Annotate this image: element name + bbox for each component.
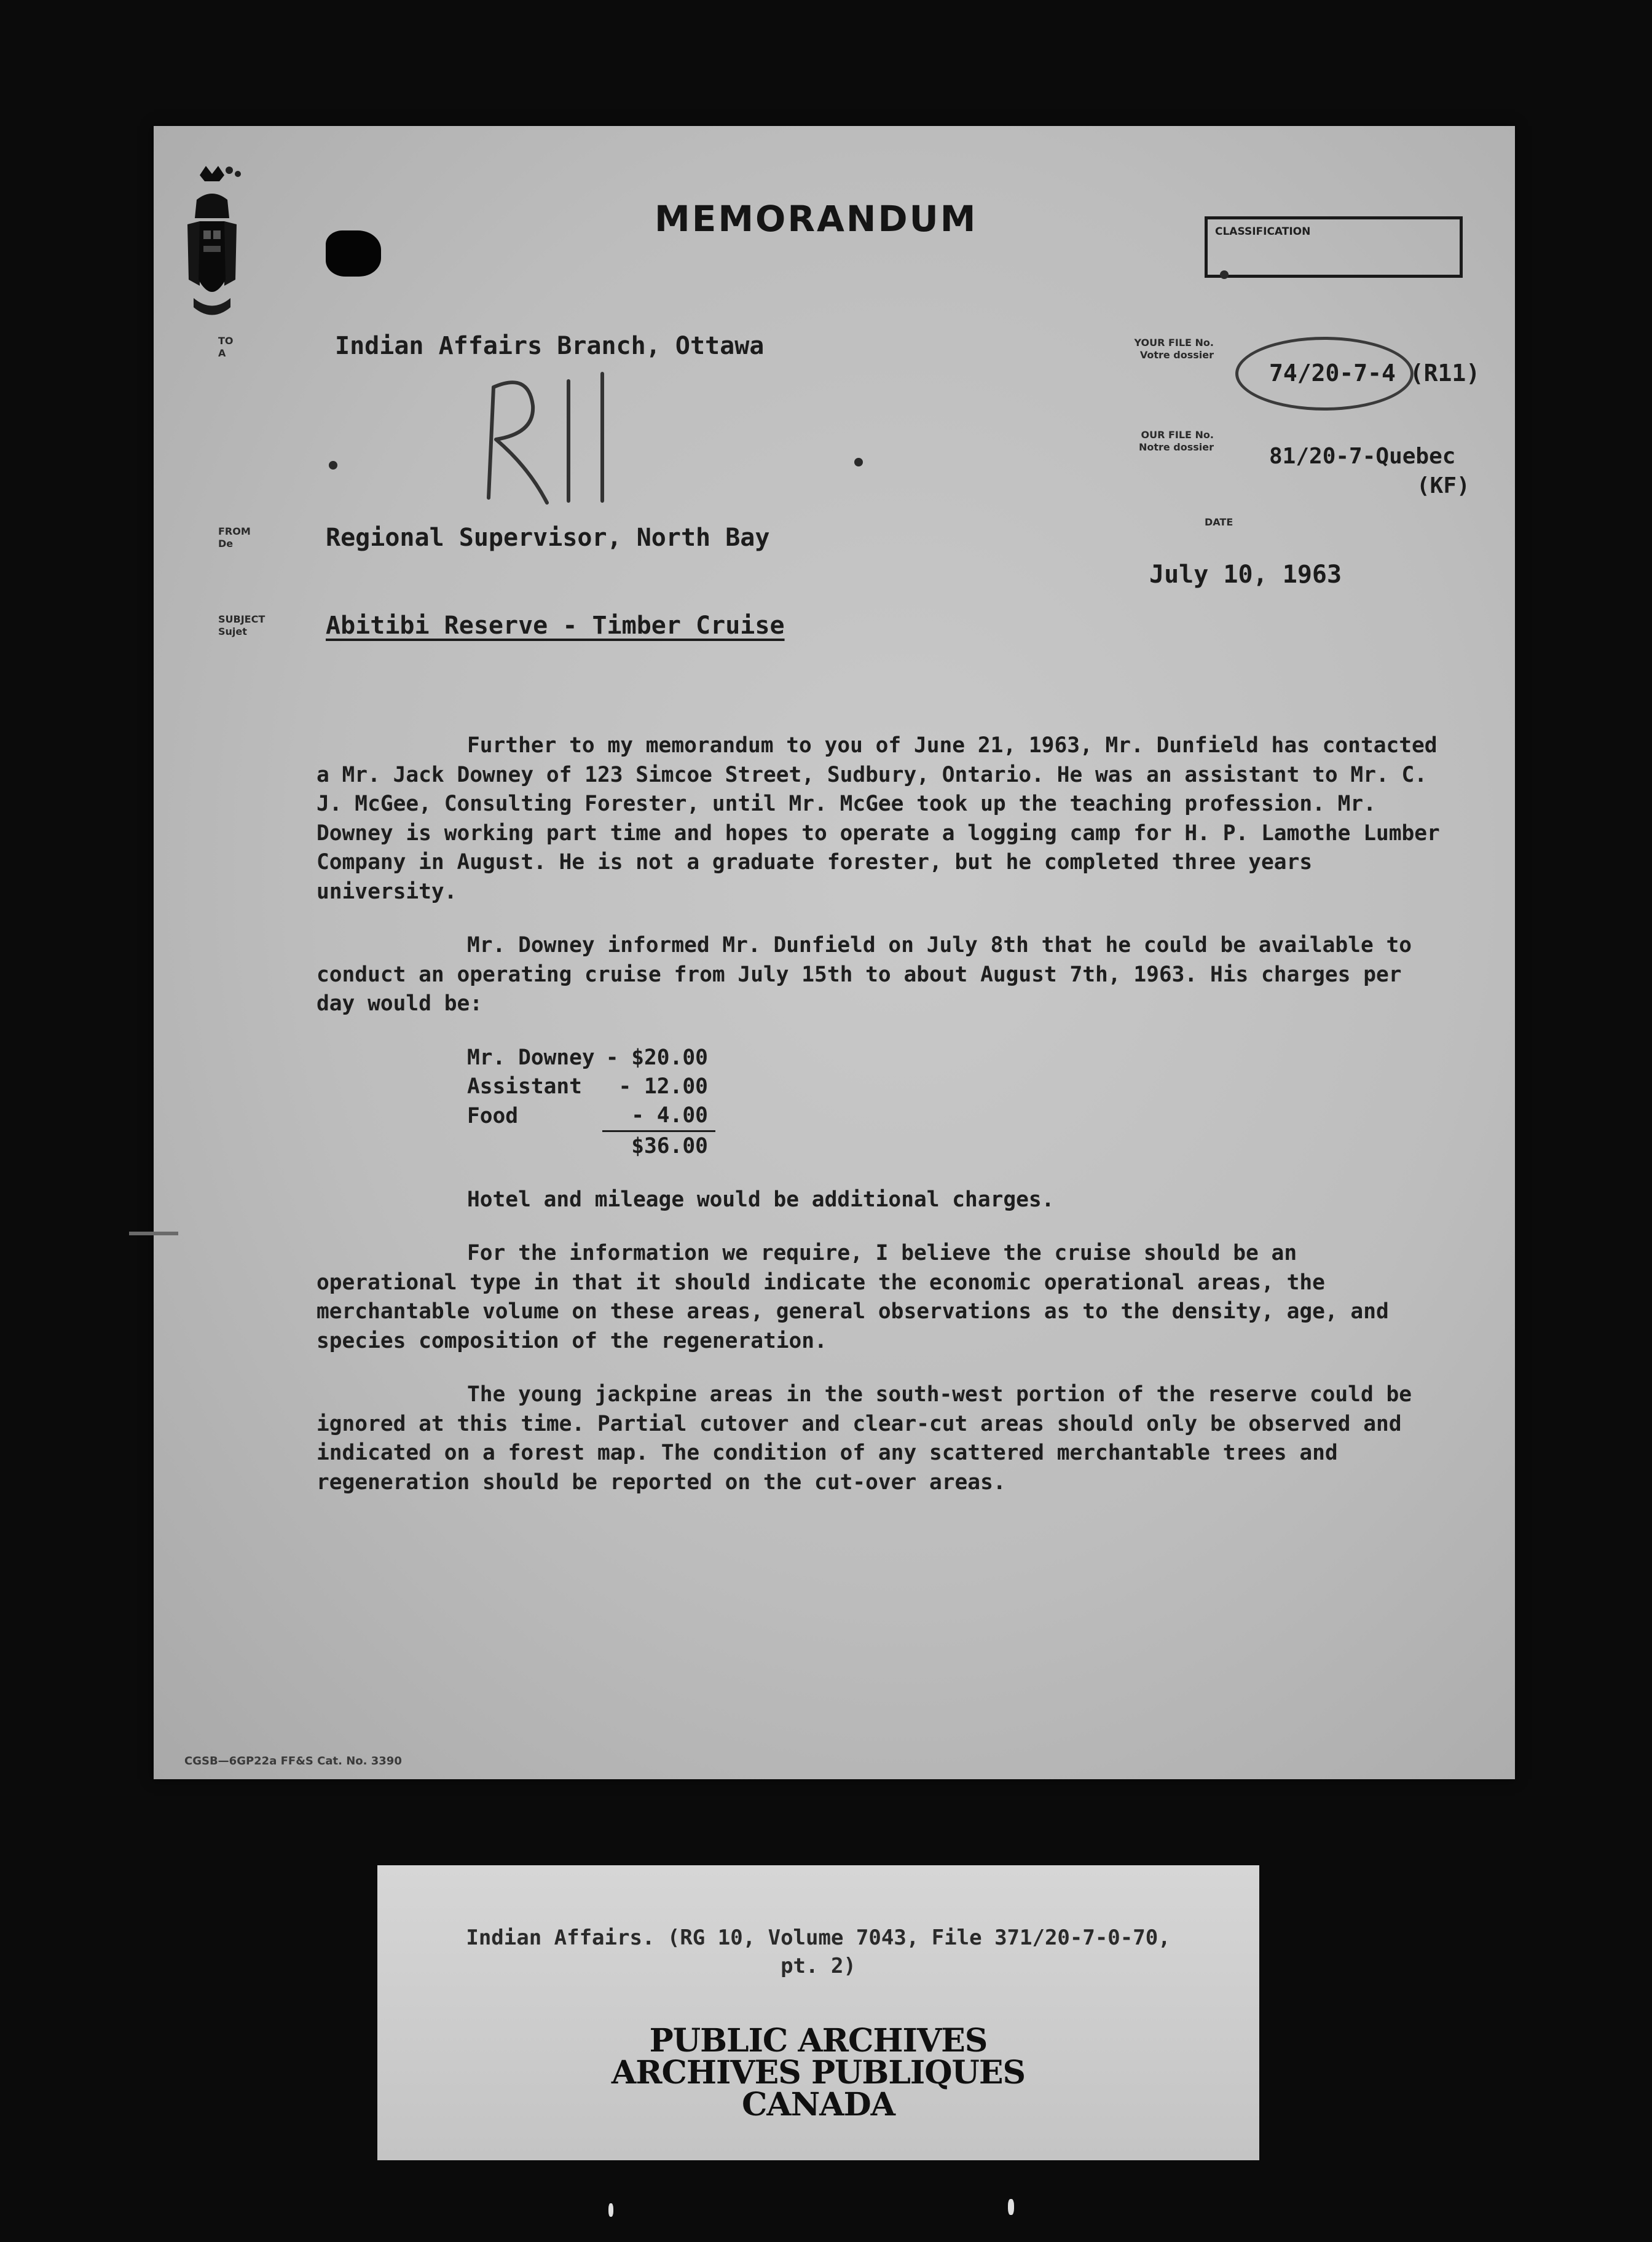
charge-total-row [467,1131,715,1161]
form-code: CGSB—6GP22a FF&S Cat. No. 3390 [184,1755,402,1768]
stamp-line-2: ARCHIVES PUBLIQUES [611,2054,1026,2091]
charge-row [467,1101,715,1131]
memo-title: MEMORANDUM [655,198,978,240]
charge-amount: - $20.00 [605,1045,708,1070]
punch-dot [854,458,863,466]
from-label: FROM De [218,525,251,549]
archive-reference [377,1924,1259,1980]
archive-label-card [377,1865,1259,2160]
from-field: Regional Supervisor, North Bay [326,524,770,552]
margin-mark [129,1232,178,1235]
handwritten-note [476,363,624,510]
charge-item: Mr. Downey [467,1045,595,1070]
your-file-label: YOUR FILE No. Votre dossier [1134,337,1214,361]
stamp-line-3: CANADA [741,2086,895,2123]
classification-box [1205,216,1463,278]
charge-row [467,1072,715,1101]
charge-amount: - 4.00 [602,1101,715,1131]
ink-blot [326,230,381,277]
charge-item: Assistant [467,1074,582,1099]
charge-amount: - 12.00 [618,1074,708,1099]
your-file-number: 74/20-7-4 (R11) [1269,360,1481,387]
paragraph-2: Mr. Downey informed Mr. Dunfield on July 8th that he could be available to conduct an operating cruise from July 15th to about August 7th, 1963. His charges per day would be: [317,933,1412,1016]
subject-label: SUBJECT Sujet [218,613,266,637]
date-label: DATE [1205,516,1233,528]
our-file-label: OUR FILE No. Notre dossier [1138,429,1214,453]
charge-row [467,1044,715,1072]
archive-reference-line-2: pt. 2) [781,1954,856,1978]
paragraph-4: For the information we require, I believe the cruise should be an operational type in that it should indicate the economic operational areas, the merchantable volume on these areas, general observations as to the density, age, and species composition of the regeneration. [317,1241,1389,1353]
memo-body [317,731,1447,1522]
paragraph-3: Hotel and mileage would be additional charges. [467,1187,1055,1212]
date-field: July 10, 1963 [1149,560,1342,589]
daily-charges-table [467,1044,715,1161]
charge-total: $36.00 [631,1133,708,1158]
film-speck [608,2203,613,2217]
punch-dot [1220,270,1229,279]
charge-item: Food [467,1104,519,1128]
canada-coat-of-arms-icon [181,163,243,329]
to-label: TO A [218,335,234,359]
archive-reference-line-1: Indian Affairs. (RG 10, Volume 7043, File 371/20-7-0-70, [466,1925,1171,1950]
our-file-number: 81/20-7-Quebec [1269,444,1456,469]
subject-field: Abitibi Reserve - Timber Cruise [326,612,785,640]
paragraph-5: The young jackpine areas in the south-west portion of the reserve could be ignored at this time. Partial cutover and clear-cut areas should only be observed and indicated on a forest map. The condition of any scattered merchantable trees and regeneration should be reported on the cut-over areas. [317,1382,1412,1495]
paragraph-1: Further to my memorandum to you of June 21, 1963, Mr. Dunfield has contacted a Mr. Jack Downey of 123 Simcoe Street, Sudbury, Ontario. He was an assistant to Mr. C. J. McGee, Consulting Forester, until Mr. McGee took up the teaching profession. Mr. Downey is working part time and hopes to operate a logging camp for H. P. Lamothe Lumber Company in August. He is not a graduate forester, but he completed three years university. [317,733,1440,904]
classification-label: CLASSIFICATION [1215,226,1311,238]
to-field: Indian Affairs Branch, Ottawa [335,332,765,360]
stamp-line-1: PUBLIC ARCHIVES [649,2022,988,2059]
film-speck [1008,2199,1014,2215]
archives-stamp [377,2022,1259,2123]
our-file-suffix: (KF) [1417,473,1470,498]
punch-dot [329,461,337,470]
